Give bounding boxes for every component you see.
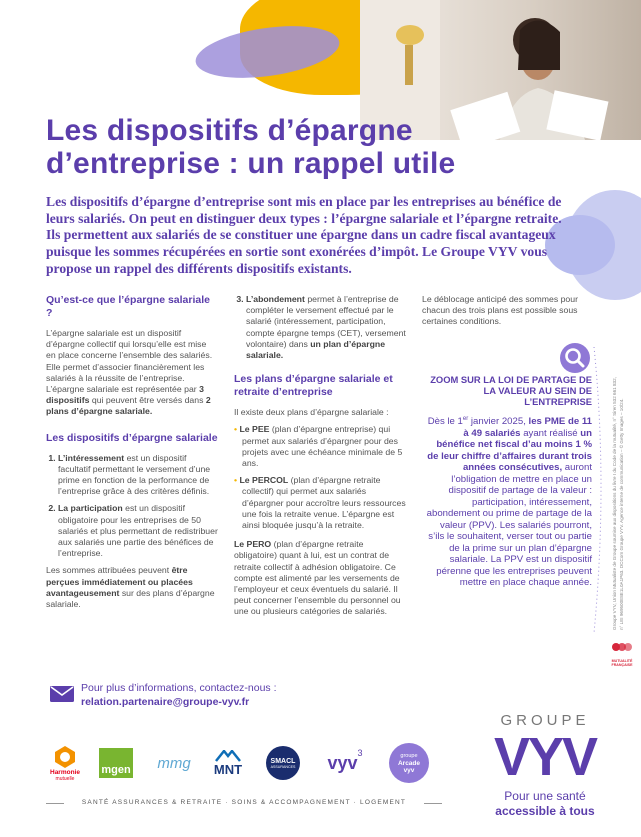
devices-list-continued	[234, 294, 406, 361]
contact-label: Pour plus d’informations, contactez-nous :	[81, 682, 277, 694]
savings-paragraph: L’épargne salariale est un dispositif d’épargne collectif qui lorsqu’elle est mise en place concerne l’ensemble des salariés. Elle permet d’associer financièrement les salariés à la réussite de l’entreprise. L’épargne salariale est représentée par 3 dispositifs qui peuvent être versés dans 2 plans d’épargne salariale.	[46, 328, 213, 417]
mnt-logo: MNT	[209, 742, 247, 784]
mgen-logo: mgen	[99, 742, 133, 784]
vyv-wordmark	[478, 727, 612, 792]
plan-pee: • Le PEE (plan d’épargne entreprise) qui permet aux salariés d’épargner pour des projets avec une échéance minimale de 5 ans.	[234, 424, 403, 469]
plan-percol: • Le PERCOL (plan d’épargne retraite collectif) qui permet aux salariés d’épargner pour accroître leurs ressources une fois la retraite venue. L’épargne est ainsi bloquée jusqu’à la retraite.	[234, 475, 406, 531]
contact-email-link[interactable]: relation.partenaire@groupe-vyv.fr	[81, 696, 250, 708]
intro-paragraph: Les dispositifs d’épargne d’entreprise sont mis en place par les entreprises au bénéfice de leurs salariés. On peut en distinguer deux types : l’épargne salariale et l’épargne retraite. Ils permettent aux salariés de se constituer une épargne dans un cadre fiscal avantageux puisque les sommes récupérées en sortie sont exonérées d’impôt. Le Groupe VYV vous propose un rappel des différents dispositifs existants.	[46, 194, 562, 276]
devices-list	[46, 453, 218, 560]
activities-footer: SANTÉ ASSURANCES & RETRAITE · SOINS & ACCOMPAGNEMENT · LOGEMENT	[46, 797, 442, 809]
page-title: Les dispositifs d’épargne d’entreprise : un rappel utile	[46, 114, 456, 180]
smacl-logo: SMACL ASSURANCES	[261, 742, 305, 784]
zoom-box	[424, 374, 592, 589]
mmg-logo: mmg	[157, 754, 191, 772]
plan-pero: Le PERO (plan d’épargne retraite obligatoire) quant à lui, est un contrat de retraite collectif à adhésion obligatoire. Ce compte est alimenté par les versements de l’employeur et ceux éventuels du salarié. Il peut concerner l’ensemble du personnel ou une ou plusieurs catégories de salariés.	[234, 539, 401, 617]
plans-intro: Il existe deux plans d’épargne salariale :	[234, 407, 389, 418]
zoom-body: Dès le 1er janvier 2025, les PME de 11 à 49 salariés ayant réalisé un bénéfice net fiscal d’au moins 1 % de leur chiffre d’affaires durant trois années consécutives, auront l’obligation de mettre en place un dispositif de partage de la valeur : participation, intéressement, abondement ou prime de partage de la valeur (PPV). Les salariés pourront, s’ils le souhaitent, verser tout ou partie de la prime sur un plan d’épargne salariale. La PPV est un dispositif pérenne que les entreprises peuvent mettre en place chaque année.	[426, 416, 592, 589]
groupe-arcade-logo: groupe Arcade vyv	[384, 742, 434, 784]
list-item: 2. La participation est un dispositif obligatoire pour les entreprises de 50 salariés et plus permettant de redistribuer aux salariés une partie des bénéfices de l’entreprise.	[58, 503, 218, 559]
mail-icon	[50, 686, 74, 702]
slogan-line-1: Pour une santé	[504, 789, 586, 803]
search-icon	[560, 343, 590, 373]
vyv-wordmark-text: VYV	[493, 727, 597, 787]
harmonie-logo: Harmonie mutuelle	[46, 742, 84, 784]
list-item: 3. L’abondement permet à l’entreprise de compléter le versement effectué par le salarié (intéressement, participation, compte épargne temps (CET), versement volontaire) dans un plan d’épargne salariale.	[246, 294, 406, 361]
column-2	[234, 294, 406, 624]
section-heading-plans: Les plans d’épargne salariale et retraite d’entreprise	[234, 373, 393, 399]
sums-paragraph: Les sommes attribuées peuvent être perçues immédiatement ou placées avantageusement sur des plans d’épargne salariale.	[46, 565, 215, 610]
legal-mentions: Groupe VYV, Union Mutualiste de Groupe soumise aux dispositions du livre I du Code de la mutualité, n° Siren 532 661 832, n° LEI 969500E8E1L0A1P63. DCCom Groupe VYV. Agence interne de communication – © Getty Images – 10/24.	[612, 377, 624, 630]
section-heading-devices: Les dispositifs d’épargne salariale	[46, 431, 218, 444]
zoom-title: ZOOM SUR LA LOI DE PARTAGE DE LA VALEUR AU SEIN DE L’ENTREPRISE	[430, 374, 592, 407]
list-item: 1. L’intéressement est un dispositif facultatif permettant le versement d’une prime en fonction de la performance de l’entreprise grâce à des critères définis.	[58, 453, 218, 498]
vyv3-logo: vyv $^3$	[327, 748, 363, 773]
groupe-vyv-logo: GROUPE VYV	[478, 712, 612, 792]
mutualite-logo: MUTUALITÉ FRANÇAISE	[610, 640, 634, 668]
slogan-line-2: accessible à tous	[495, 804, 595, 818]
release-paragraph: Le déblocage anticipé des sommes pour chacun des trois plans est possible sous certaines conditions.	[422, 294, 578, 327]
section-heading-savings: Qu’est-ce que l’épargne salariale ?	[46, 294, 210, 319]
column-1	[46, 294, 218, 616]
column-3	[422, 294, 594, 328]
